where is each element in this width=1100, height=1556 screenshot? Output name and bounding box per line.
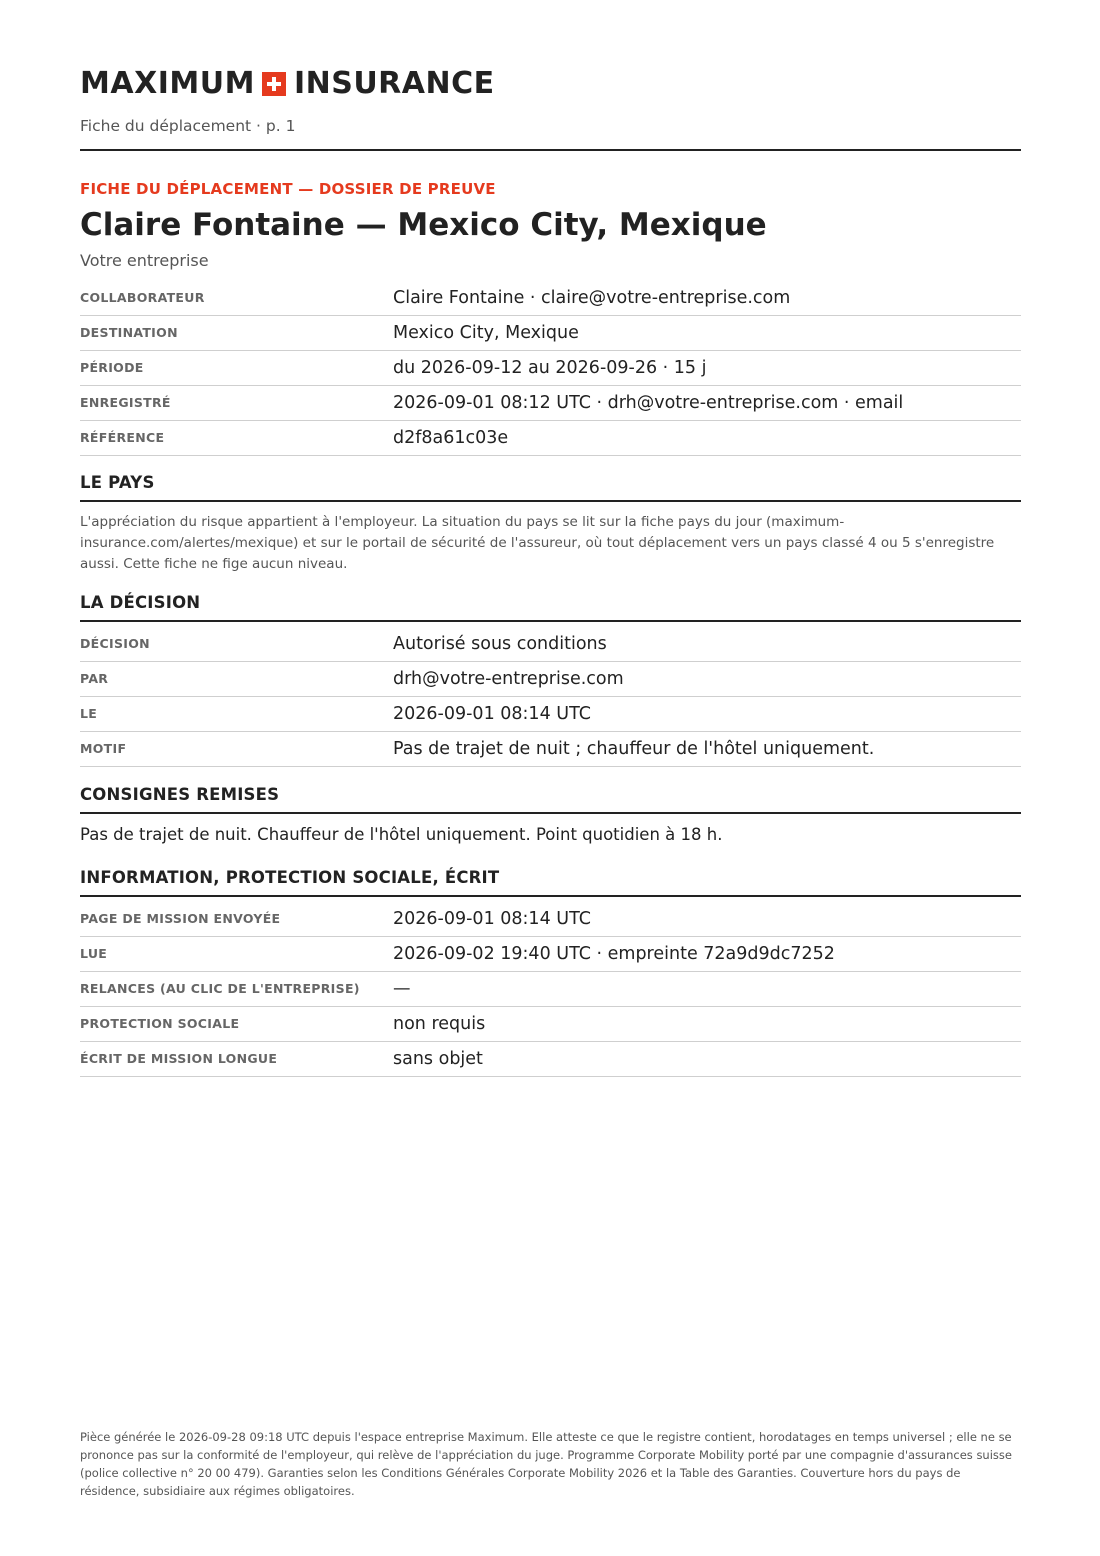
brand-logo — [80, 66, 495, 101]
details-value: Claire Fontaine · claire@votre-entreprise.com — [393, 288, 791, 308]
swiss-cross-icon — [262, 72, 286, 96]
information-row — [80, 972, 1021, 1007]
decision-row — [80, 697, 1021, 732]
section-heading-pays: LE PAYS — [80, 473, 1021, 502]
decision-label: PAR — [80, 671, 109, 686]
section-heading-consignes: CONSIGNES REMISES — [80, 785, 1021, 814]
decision-value: drh@votre-entreprise.com — [393, 669, 624, 689]
decision-row — [80, 627, 1021, 662]
consignes-text: Pas de trajet de nuit. Chauffeur de l'hôtel uniquement. Point quotidien à 18 h. — [80, 825, 723, 844]
decision-row — [80, 662, 1021, 697]
information-row — [80, 1042, 1021, 1077]
information-label: RELANCES (AU CLIC DE L'ENTREPRISE) — [80, 981, 360, 996]
details-label: PÉRIODE — [80, 360, 144, 375]
information-label: PROTECTION SOCIALE — [80, 1016, 240, 1031]
footer-disclaimer: Pièce générée le 2026-09-28 09:18 UTC depuis l'espace entreprise Maximum. Elle atteste ce que le registre contient, horodatages en temps universel ; elle ne se prononce pas sur la conformité de l'employeur, qui relève de l'appréciation du juge. Programme Corporate Mobility porté par une compagnie d'assurances suisse (police collective n° 20 00 479). Garanties selon les Conditions Générales Corporate Mobility 2026 et la Table des Garanties. Couverture hors du pays de résidence, subsidiaire aux régimes obligatoires. — [80, 1430, 1012, 1498]
brand-name-left: MAXIMUM — [80, 66, 255, 101]
decision-label: LE — [80, 706, 98, 721]
details-value: 2026-09-01 08:12 UTC · drh@votre-entreprise.com · email — [393, 393, 904, 413]
decision-table — [80, 627, 1021, 767]
details-row — [80, 421, 1021, 456]
decision-value: Pas de trajet de nuit ; chauffeur de l'hôtel uniquement. — [393, 739, 875, 759]
header-divider — [80, 149, 1021, 151]
details-value: Mexico City, Mexique — [393, 323, 579, 343]
details-value: d2f8a61c03e — [393, 428, 509, 448]
details-label: ENREGISTRÉ — [80, 395, 171, 410]
details-row — [80, 351, 1021, 386]
details-row — [80, 386, 1021, 421]
details-table — [80, 281, 1021, 456]
information-label: LUE — [80, 946, 108, 961]
information-value: sans objet — [393, 1049, 483, 1069]
details-row — [80, 316, 1021, 351]
information-value: non requis — [393, 1014, 486, 1034]
information-label: ÉCRIT DE MISSION LONGUE — [80, 1051, 278, 1066]
details-label: RÉFÉRENCE — [80, 430, 165, 445]
details-row — [80, 281, 1021, 316]
information-value: — — [393, 979, 411, 999]
details-value: du 2026-09-12 au 2026-09-26 · 15 j — [393, 358, 707, 378]
company-name: Votre entreprise — [80, 251, 209, 270]
brand-name-right: INSURANCE — [293, 66, 495, 101]
information-value: 2026-09-02 19:40 UTC · empreinte 72a9d9dc7252 — [393, 944, 835, 964]
decision-value: Autorisé sous conditions — [393, 634, 607, 654]
details-label: COLLABORATEUR — [80, 290, 205, 305]
information-table — [80, 902, 1021, 1077]
decision-value: 2026-09-01 08:14 UTC — [393, 704, 591, 724]
decision-row — [80, 732, 1021, 767]
information-row — [80, 937, 1021, 972]
information-row — [80, 1007, 1021, 1042]
page-subheader: Fiche du déplacement · p. 1 — [80, 117, 296, 135]
document-kicker: FICHE DU DÉPLACEMENT — DOSSIER DE PREUVE — [80, 180, 496, 198]
decision-label: MOTIF — [80, 741, 127, 756]
page-title: Claire Fontaine — Mexico City, Mexique — [80, 207, 767, 243]
pays-text: L'appréciation du risque appartient à l'employeur. La situation du pays se lit sur la fiche pays du jour (maximum-insurance.com/alertes/mexique) et sur le portail de sécurité de l'assureur, où tout déplacement vers un pays classé 4 ou 5 s'enregistre aussi. Cette fiche ne fige aucun niveau. — [80, 514, 995, 572]
details-label: DESTINATION — [80, 325, 178, 340]
information-row — [80, 902, 1021, 937]
section-heading-decision: LA DÉCISION — [80, 593, 1021, 622]
information-value: 2026-09-01 08:14 UTC — [393, 909, 591, 929]
information-label: PAGE DE MISSION ENVOYÉE — [80, 911, 281, 926]
section-heading-information: INFORMATION, PROTECTION SOCIALE, ÉCRIT — [80, 868, 1021, 897]
decision-label: DÉCISION — [80, 636, 150, 651]
